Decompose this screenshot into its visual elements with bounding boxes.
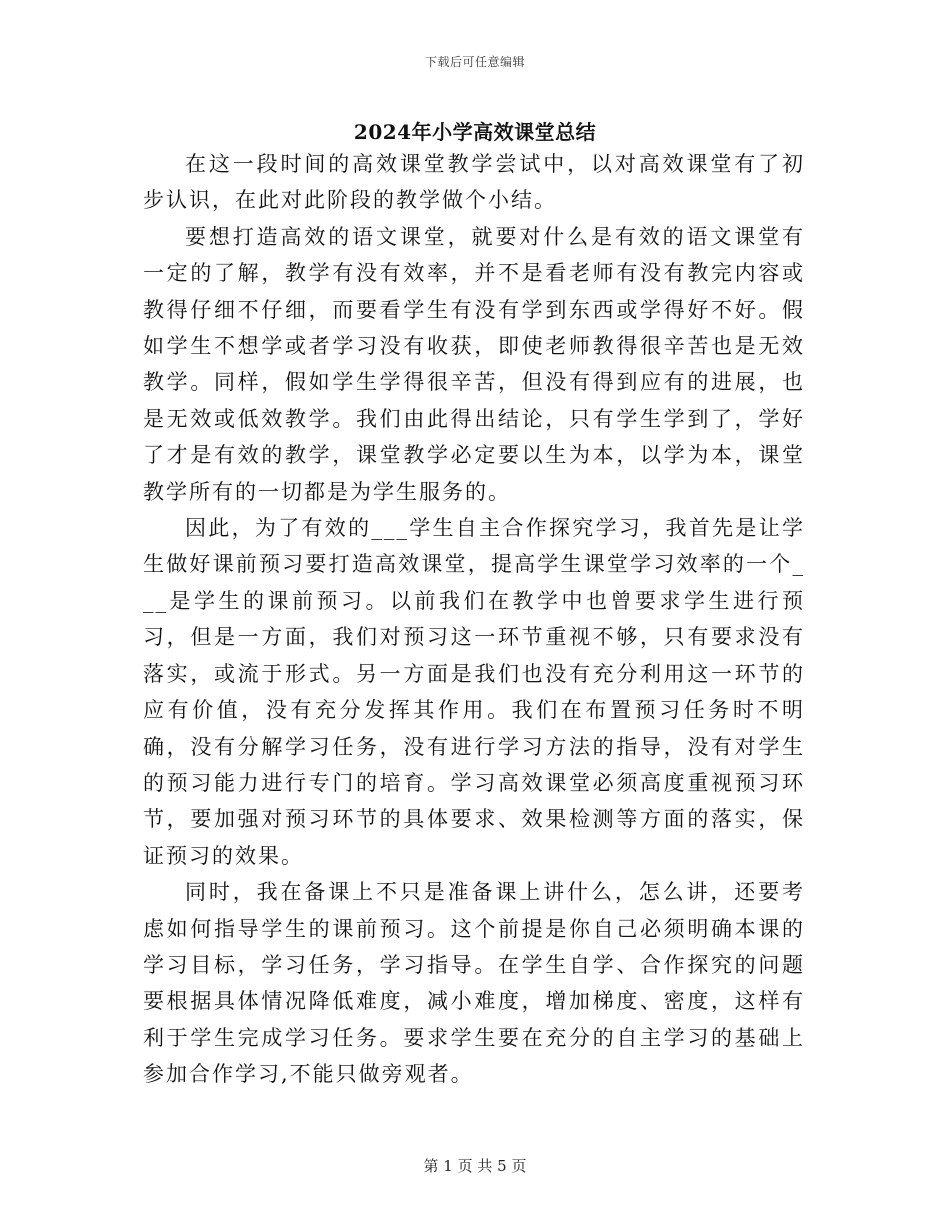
header-note: 下载后可任意编辑 — [424, 55, 525, 69]
page-number: 第 1 页 共 5 页 — [423, 1157, 527, 1175]
paragraph-preview: 因此，为了有效的___学生自主合作探究学习，我首先是让学生做好课前预习要打造高效课堂，提高学生课堂学习效率的一个___是学生的课前预习。以前我们在教学中也曾要求学生进行预习，但是一方面，我们对预习这一环节重视不够，只有要求没有落实，或流于形式。另一方面是我们也没有充分利用这一环节的应有价值，没有充分发挥其作用。我们在布置预习任务时不明确，没有分解学习任务，没有进行学习方法的指导，没有对学生的预习能力进行专门的培育。学习高效课堂必须高度重视预习环节，要加强对预习环节的具体要求、效果检测等方面的落实，保证预习的效果。 — [143, 516, 805, 868]
document-title: 2024年小学高效课堂总结 — [353, 120, 597, 144]
paragraph-lesson-prep: 同时，我在备课上不只是准备课上讲什么，怎么讲，还要考虑如何指导学生的课前预习。这个前提是你自己必须明确本课的学习目标，学习任务，学习指导。在学生自学、合作探究的问题要根据具体情况降低难度，减小难度，增加梯度、密度，这样有利于学生完成学习任务。要求学生要在充分的自主学习的基础上参加合作学习,不能只做旁观者。 — [143, 880, 805, 1087]
paragraph-efficient-class: 要想打造高效的语文课堂，就要对什么是有效的语文课堂有一定的了解，教学有没有效率，并不是看老师有没有教完内容或教得仔细不仔细，而要看学生有没有学到东西或学得好不好。假如学生不想学或者学习没有收获，即使老师教得很辛苦也是无效教学。同样，假如学生学得很辛苦，但没有得到应有的进展，也是无效或低效教学。我们由此得出结论，只有学生学到了，学好了才是有效的教学，课堂教学必定要以生为本，以学为本，课堂教学所有的一切都是为学生服务的。 — [143, 224, 805, 504]
paragraph-intro: 在这一段时间的高效课堂教学尝试中，以对高效课堂有了初步认识，在此对此阶段的教学做个小结。 — [143, 152, 805, 213]
document-body — [143, 146, 805, 1093]
